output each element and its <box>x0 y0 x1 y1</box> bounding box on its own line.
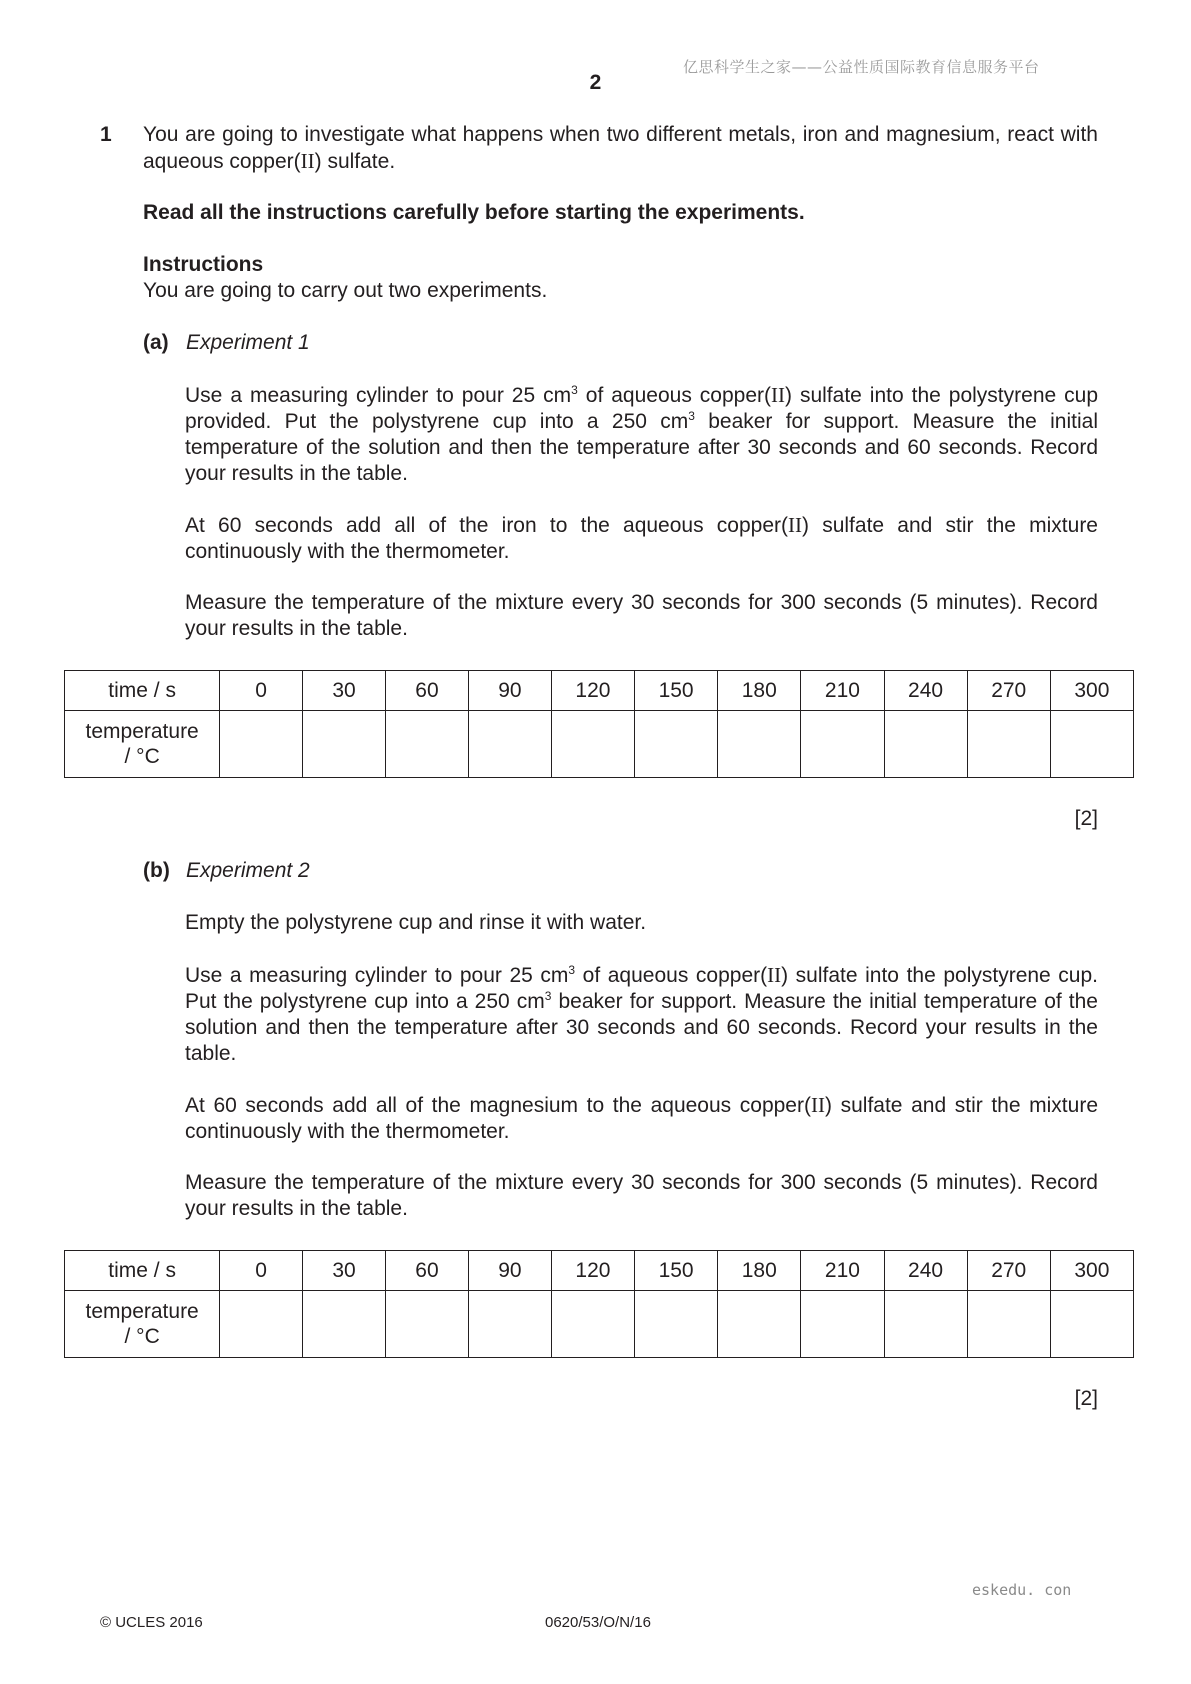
instructions-heading: Instructions <box>143 253 264 276</box>
time-cell: 210 <box>801 671 884 711</box>
time-cell: 180 <box>718 1251 801 1291</box>
time-cell: 240 <box>884 671 967 711</box>
part-a-marks: [2] <box>1074 807 1098 830</box>
temperature-entry-cell[interactable] <box>1050 711 1133 778</box>
temperature-entry-cell[interactable] <box>801 1291 884 1358</box>
question-number: 1 <box>100 123 112 146</box>
time-header: time / s <box>65 1251 220 1291</box>
temperature-entry-cell[interactable] <box>220 711 303 778</box>
read-all-instruction: Read all the instructions carefully before starting the experiments. <box>143 201 805 224</box>
temperature-entry-cell[interactable] <box>635 711 718 778</box>
temperature-header: temperature / °C <box>65 1291 220 1358</box>
time-cell: 120 <box>551 1251 634 1291</box>
time-cell: 150 <box>635 1251 718 1291</box>
part-b-paragraph-3: Measure the temperature of the mixture every 30 seconds for 300 seconds (5 minutes). Record your results in the table. <box>185 1171 1098 1220</box>
part-a-heading: (a) Experiment 1 <box>143 331 310 354</box>
time-cell: 0 <box>220 671 303 711</box>
time-header: time / s <box>65 671 220 711</box>
temperature-entry-cell[interactable] <box>718 1291 801 1358</box>
temperature-entry-cell[interactable] <box>967 711 1050 778</box>
temperature-entry-cell[interactable] <box>468 711 551 778</box>
results-table-experiment-1 <box>64 670 1134 778</box>
part-a-paragraph-3: Measure the temperature of the mixture every 30 seconds for 300 seconds (5 minutes). Record your results in the table. <box>185 591 1098 640</box>
time-cell: 120 <box>551 671 634 711</box>
temperature-entry-cell[interactable] <box>635 1291 718 1358</box>
time-cell: 30 <box>303 671 386 711</box>
time-cell: 270 <box>967 1251 1050 1291</box>
time-cell: 240 <box>884 1251 967 1291</box>
temperature-entry-cell[interactable] <box>468 1291 551 1358</box>
time-cell: 300 <box>1050 671 1133 711</box>
temperature-entry-cell[interactable] <box>884 711 967 778</box>
temperature-entry-cell[interactable] <box>551 1291 634 1358</box>
time-cell: 90 <box>468 1251 551 1291</box>
page-number: 2 <box>589 71 602 94</box>
watermark-bottom: eskedu. con <box>972 1581 1072 1599</box>
temperature-entry-cell[interactable] <box>551 711 634 778</box>
time-cell: 90 <box>468 671 551 711</box>
time-cell: 300 <box>1050 1251 1133 1291</box>
question-intro: You are going to investigate what happens when two different metals, iron and magnesium, react with aqueous copper(II) sulfate. <box>143 123 1098 173</box>
footer-paper-code: 0620/53/O/N/16 <box>545 1614 651 1631</box>
instructions-text: You are going to carry out two experiments. <box>143 279 548 302</box>
temperature-entry-cell[interactable] <box>303 1291 386 1358</box>
part-b-heading: (b) Experiment 2 <box>143 859 310 882</box>
time-cell: 60 <box>385 1251 468 1291</box>
part-b-paragraph-2: At 60 seconds add all of the magnesium to the aqueous copper(II) sulfate and stir the mixture continuously with the thermometer. <box>185 1093 1098 1143</box>
temperature-entry-cell[interactable] <box>303 711 386 778</box>
time-cell: 180 <box>718 671 801 711</box>
part-b-paragraph-1: Use a measuring cylinder to pour 25 $cm^3$ of aqueous copper(II) sulfate into the polystyrene cup. Put the polystyrene cup into a 250 $cm^3$ beaker for support. Measure the initial temperature of the solution and then the temperature after 30 seconds and 60 seconds. Record your results in the table. <box>185 963 1099 1065</box>
time-cell: 30 <box>303 1251 386 1291</box>
temperature-entry-cell[interactable] <box>801 711 884 778</box>
temperature-header: temperature / °C <box>65 711 220 778</box>
part-a-paragraph-1: Use a measuring cylinder to pour 25 $cm^3$ of aqueous copper(II) sulfate into the polystyrene cup provided. Put the polystyrene cup into a 250 $cm^3$ beaker for support. Measure the initial temperature of the solution and then the temperature after 30 seconds and 60 seconds. Record your results in the table. <box>185 383 1099 485</box>
time-cell: 60 <box>385 671 468 711</box>
temperature-entry-cell[interactable] <box>718 711 801 778</box>
temperature-entry-cell[interactable] <box>1050 1291 1133 1358</box>
part-a-paragraph-2: At 60 seconds add all of the iron to the aqueous copper(II) sulfate and stir the mixture continuously with the thermometer. <box>185 513 1098 563</box>
temperature-entry-cell[interactable] <box>884 1291 967 1358</box>
time-cell: 0 <box>220 1251 303 1291</box>
time-cell: 210 <box>801 1251 884 1291</box>
part-b-paragraph-0: Empty the polystyrene cup and rinse it with water. <box>185 911 647 934</box>
temperature-entry-cell[interactable] <box>385 1291 468 1358</box>
temperature-entry-cell[interactable] <box>385 711 468 778</box>
time-cell: 150 <box>635 671 718 711</box>
footer-copyright: © UCLES 2016 <box>100 1614 203 1631</box>
temperature-entry-cell[interactable] <box>967 1291 1050 1358</box>
watermark-top: 亿思科学生之家——公益性质国际教育信息服务平台 <box>683 58 1040 76</box>
temperature-entry-cell[interactable] <box>220 1291 303 1358</box>
results-table-experiment-2 <box>64 1250 1134 1358</box>
time-cell: 270 <box>967 671 1050 711</box>
part-b-marks: [2] <box>1074 1387 1098 1410</box>
